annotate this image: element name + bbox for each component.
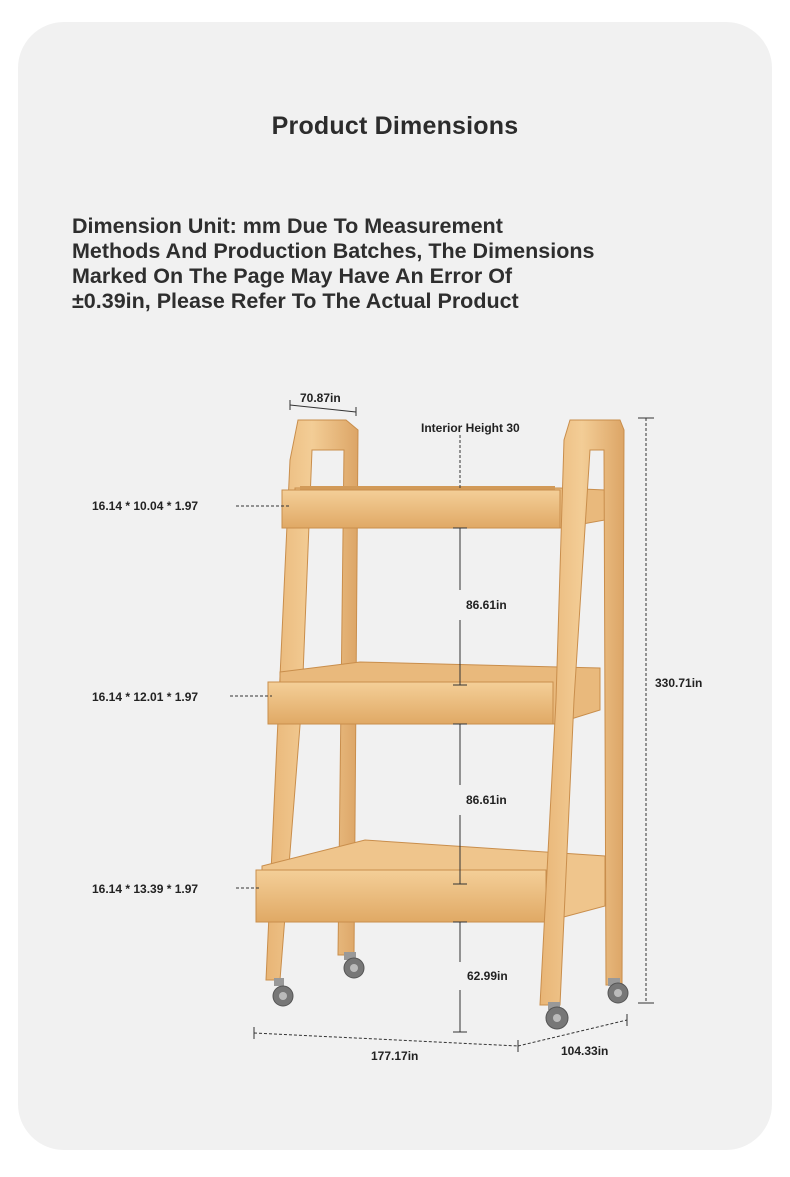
note-line-4: ±0.39in, Please Refer To The Actual Product xyxy=(72,289,519,313)
shelf-bottom-dimension: 16.14 * 13.39 * 1.97 xyxy=(92,882,199,896)
top-width-label: 70.87in xyxy=(300,391,341,405)
shelf-top xyxy=(282,486,605,528)
note-line-2: Methods And Production Batches, The Dimensions xyxy=(72,239,595,263)
shelf-middle-dimension: 16.14 * 12.01 * 1.97 xyxy=(92,690,199,704)
shelf-middle xyxy=(268,662,600,724)
total-height-label: 330.71in xyxy=(655,676,703,690)
width-label: 177.17in xyxy=(371,1049,419,1063)
bottom-clearance-label: 62.99in xyxy=(467,969,508,983)
shelf-top-dimension: 16.14 * 10.04 * 1.97 xyxy=(92,499,199,513)
gap-upper-label: 86.61in xyxy=(466,598,507,612)
interior-height-label: Interior Height 30 xyxy=(421,421,520,435)
caster-wheel-icon xyxy=(608,978,628,1003)
caster-wheel-icon xyxy=(344,952,364,978)
depth-label: 104.33in xyxy=(561,1044,609,1058)
page-title: Product Dimensions xyxy=(271,112,519,140)
caster-wheel-icon xyxy=(546,1002,568,1029)
gap-lower-label: 86.61in xyxy=(466,793,507,807)
note-line-3: Marked On The Page May Have An Error Of xyxy=(72,264,513,288)
caster-wheel-icon xyxy=(273,978,293,1006)
note-line-1: Dimension Unit: mm Due To Measurement xyxy=(72,214,503,238)
